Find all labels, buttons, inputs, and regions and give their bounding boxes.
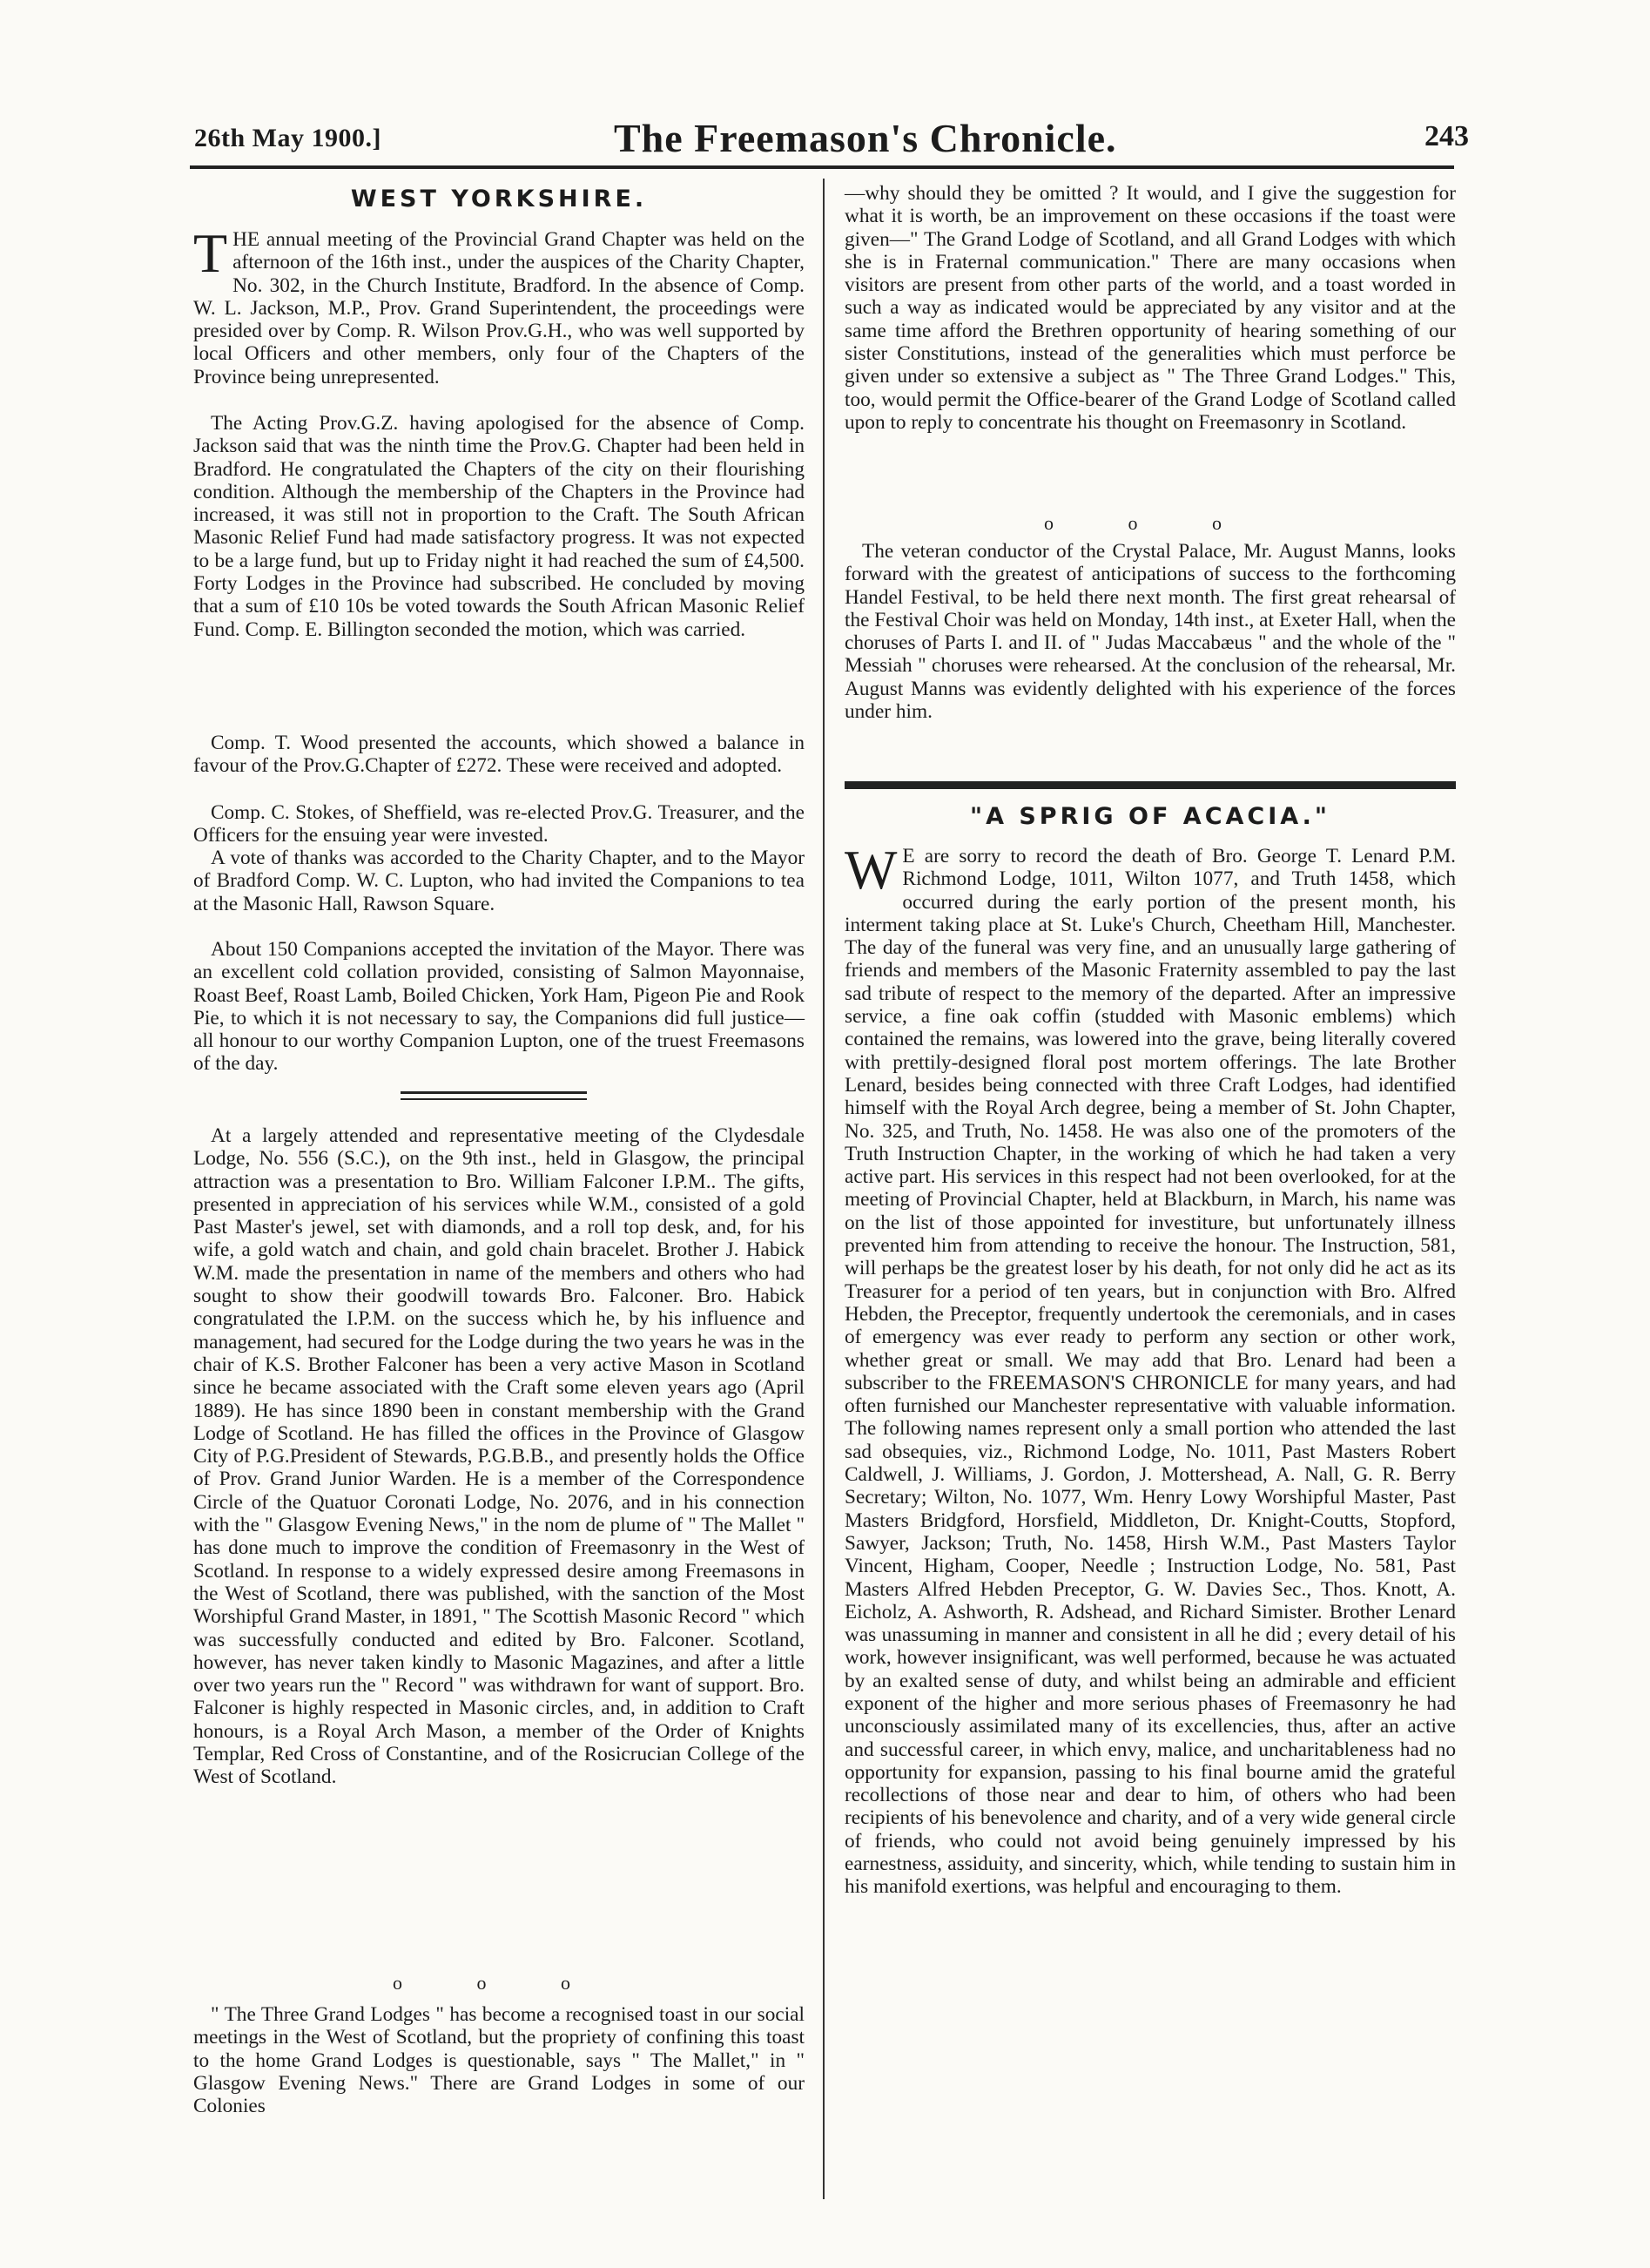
dropcap-t: T <box>193 222 228 284</box>
west-yorkshire-paragraph-4: Comp. C. Stokes, of Sheffield, was re-elected Prov.G. Treasurer, and the Officers for the ensuing year were invested. <box>193 801 805 847</box>
column-separator <box>823 179 825 2199</box>
clydesdale-paragraph: At a largely attended and representative meeting of the Clydesdale Lodge, No. 556 (S.C.), on the 9th inst., held in Glasgow, the principal attraction was a presentation to Bro. William Falconer I.P.M.. The gifts, presented in appreciation of his services while W.M., consisted of a gold Past Master's jewel, set with diamonds, and a roll top desk, and, for his wife, a gold watch and chain, and gold chain bracelet. Brother J. Habick W.M. made the presentation in name of the members and others who had sought to show their goodwill towards Bro. Falconer. Bro. Habick congratulated the I.P.M. on the success which he, by his influence and management, had secured for the Lodge during the two years he was in the chair of K.S. Brother Falconer has been a very active Mason in Scotland since he became associated with the Craft some eleven years ago (April 1889). He has since 1890 been in constant membership with the Grand Lodge of Scotland. He has filled the offices in the Province of Glasgow City of P.G.President of Stewards, P.G.B.B., and presently holds the Office of Prov. Grand Junior Warden. He is a member of the Correspondence Circle of the Quatuor Coronati Lodge, No. 2076, and in his connection with the " Glasgow Evening News," in the nom de plume of " The Mallet " has done much to improve the condition of Freemasonry in the West of Scotland. In response to a widely expressed desire among Freemasons in the West of Scotland, there was published, with the sanction of the Most Worshipful Grand Master, in 1891, " The Scottish Masonic Record " which was successfully conducted and edited by Bro. Falconer. Scotland, however, has never taken kindly to Masonic Magazines, and after a little over two years run the " Record " was withdrawn for want of support. Bro. Falconer is highly respected in Masonic circles, and, in addition to Craft honours, is a Royal Arch Mason, a member of the Order of Knights Templar, Red Cross of Constantine, and of the Rosicrucian College of the West of Scotland. <box>193 1124 805 1789</box>
toast-continuation-paragraph: —why should they be omitted ? It would, and I give the suggestion for what it is worth, be an improvement on these occasions if the toast were given—" The Grand Lodge of Scotland, and all Grand Lodges with which she is in Fraternal communication." There are many occasions when visitors are present from other parts of the world, and a toast worded in such a way as indicated would be appreciated by any visitor and at the same time afford the Brethren opportunity of hearing something of our sister Constitutions, instead of the generalities which must perforce be given under so extensive a subject as " The Three Grand Lodges." This, too, would permit the Office-bearer of the Grand Lodge of Scotland called upon to reply to concentrate his thought on Freemasonry in Scotland. <box>845 182 1456 434</box>
issue-date: 26th May 1900.] <box>194 124 381 152</box>
dropcap-w: W <box>845 839 898 901</box>
acacia-heading: "A SPRIG OF ACACIA." <box>970 803 1330 830</box>
west-yorkshire-paragraph-1: THE annual meeting of the Provincial Grand Chapter was held on the afternoon of the 16th inst., under the auspices of the Charity Chapter, No. 302, in the Church Institute, Bradford. In the absence of Comp. W. L. Jackson, M.P., Prov. Grand Superintendent, the proceedings were presided over by Comp. R. Wilson Prov.G.H., who was well supported by local Officers and other members, only four of the Chapters of the Province being unrepresented. <box>193 222 805 388</box>
page-number: 243 <box>1424 120 1469 152</box>
west-yorkshire-heading: WEST YORKSHIRE. <box>350 186 648 213</box>
publication-title: The Freemason's Chronicle. <box>614 116 1117 160</box>
west-yorkshire-paragraph-6: About 150 Companions accepted the invitation of the Mayor. There was an excellent cold collation provided, consisting of Salmon Mayonnaise, Roast Beef, Roast Lamb, Boiled Chicken, York Ham, Pigeon Pie and Rook Pie, to which it is not necessary to say, the Companions did full justice—all honour to our worthy Companion Lupton, one of the truest Freemasons of the day. <box>193 938 805 1076</box>
three-grand-lodges-paragraph: " The Three Grand Lodges " has become a recognised toast in our social meetings in the West of Scotland, but the propriety of confining this toast to the home Grand Lodges is questionable, says " The Mallet," in " Glasgow Evening News." There are Grand Lodges in some of our Colonies <box>193 2003 805 2118</box>
section-divider-second <box>401 1098 587 1100</box>
west-yorkshire-paragraph-3: Comp. T. Wood presented the accounts, which showed a balance in favour of the Prov.G.Chapter of £272. These were received and adopted. <box>193 732 805 778</box>
west-yorkshire-paragraph-2: The Acting Prov.G.Z. having apologised for the absence of Comp. Jackson said that was the ninth time the Prov.G. Chapter had been held in Bradford. He congratulated the Chapters of the city on their flourishing condition. Although the membership of the Chapters in the Province had increased, it was still not in proportion to the Craft. The South African Masonic Relief Fund had made satisfactory progress. It was not expected to be a large fund, but up to Friday night it had reached the sum of £4,500. Forty Lodges in the Province had subscribed. He concluded by moving that a sum of £10 10s be voted towards the South African Masonic Relief Fund. Comp. E. Billington seconded the motion, which was carried. <box>193 412 805 641</box>
section-divider <box>401 1091 587 1094</box>
section-ornament: o o o <box>393 1972 605 1994</box>
west-yorkshire-paragraph-5: A vote of thanks was accorded to the Charity Chapter, and to the Mayor of Bradford Comp. W. C. Lupton, who had invited the Companions to tea at the Masonic Hall, Rawson Square. <box>193 847 805 915</box>
header-rule <box>190 165 1454 169</box>
section-ornament-right: o o o <box>1044 512 1256 534</box>
acacia-paragraph: W E are sorry to record the death of Bro. George T. Lenard P.M. Richmond Lodge, 1011, Wilton 1077, and Truth 1458, which occurred during the early portion of the present month, his interment taking place at St. Luke's Church, Cheetham Hill, Manchester. The day of the funeral was very fine, and an unusually large gathering of friends and members of the Masonic Fraternity assembled to pay the last sad tribute of respect to the memory of the departed. After an impressive service, a fine oak coffin (studded with Masonic emblems) which contained the remains, was lowered into the grave, being literally covered with prettily-designed floral post mortem offerings. The late Brother Lenard, besides being connected with three Craft Lodges, had identified himself with the Royal Arch degree, being a member of St. John Chapter, No. 325, and Truth, No. 1458. He was also one of the promoters of the Truth Instruction Chapter, in the working of which he had taken a very active part. His services in this respect had not been overlooked, for at the meeting of Provincial Chapter, held at Blackburn, in March, his name was on the list of those appointed for investiture, but unfortunately illness prevented him from attending to receive the honour. The Instruction, 581, will perhaps be the greatest loser by his death, for not only did he act as its Treasurer for a period of ten years, but in conjunction with Bro. Alfred Hebden, the Preceptor, frequently undertook the ceremonials, and in cases of emergency was ever ready to perform any section or other work, whether great or small. We may add that Bro. Lenard had been a subscriber to the FREEMASON'S CHRONICLE for many years, and had often furnished our Manchester representative with valuable information. The following names represent only a small portion who attended the last sad obsequies, viz., Richmond Lodge, No. 1011, Past Masters Robert Caldwell, J. Williams, J. Gordon, J. Mottershead, A. Nall, G. R. Berry Secretary; Wilton, No. 1077, Wm. Henry Lowy Worshipful Master, Past Masters Bridgford, Horsfield, Middleton, Dr. Knight-Coutts, Stopford, Sawyer, Jackson; Truth, No. 1458, Hirsh W.M., Past Masters Taylor Vincent, Higham, Cooper, Needle ; Instruction Lodge, No. 581, Past Masters Alfred Hebden Preceptor, G. W. Davies Sec., Thos. Knott, A. Eicholz, A. Ashworth, R. Adshead, and Richard Simister. Brother Lenard was unassuming in manner and consistent in all he did ; every detail of his work, however insignificant, was well performed, because he was actuated by an exalted sense of duty, and whilst being an admirable and efficient exponent of the higher and more serious phases of Freemasonry he had unconsciously assimilated many of its excellencies, thus, after an active and successful career, in which envy, malice, and uncharitableness had no opportunity for expansion, passing to his final bourne amid the grateful recollections of those near and dear to him, of others who had been recipients of his benevolence and charity, and of a very wide general circle of friends, who could not avoid being genuinely impressed by his earnestness, assiduity, and sincerity, which, while tending to sustain him in his manifold exertions, was helpful and encouraging to them. <box>845 839 1456 1899</box>
manns-paragraph: The veteran conductor of the Crystal Palace, Mr. August Manns, looks forward with the greatest of anticipations of success to the forthcoming Handel Festival, to be held there next month. The first great rehearsal of the Festival Choir was held on Monday, 14th inst., at Exeter Hall, when the choruses of Parts I. and II. of " Judas Maccabæus " and the whole of the " Messiah " choruses were rehearsed. At the conclusion of the rehearsal, Mr. August Manns was evidently delighted with his experience of the forces under him. <box>845 540 1456 724</box>
heavy-rule <box>845 781 1456 789</box>
page-header <box>0 0 1650 183</box>
